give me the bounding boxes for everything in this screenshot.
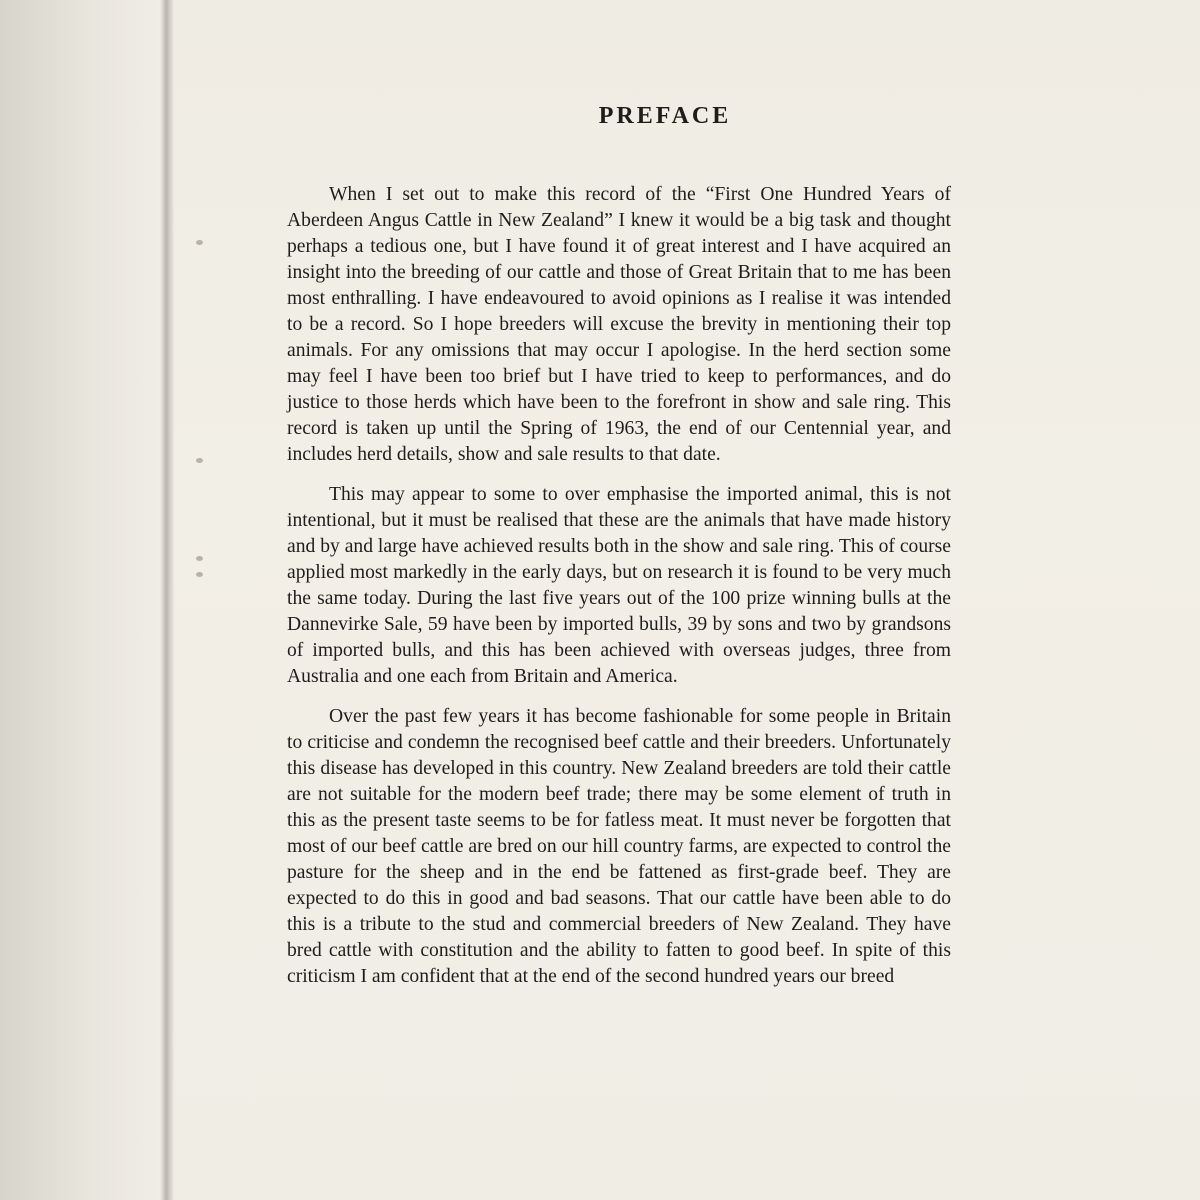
preface-paragraph-2: This may appear to some to over emphasise the imported animal, this is not intentional, but it must be realised that these are the animals that have made history and by and large have achieved results both in the show and sale ring. This of course applied most markedly in the early days, but on research it is found to be very much the same today. During the last five years out of the 100 prize winning bulls at the Dannevirke Sale, 59 have been by imported bulls, 39 by sons and two by grandsons of imported bulls, and this has been achieved with overseas judges, three from Australia and one each from Britain and America.: [287, 484, 951, 687]
binding-hole: [196, 240, 203, 245]
binding-hole: [196, 458, 203, 463]
page-content: [287, 100, 951, 1004]
left-page-edge: [0, 0, 170, 1200]
binding-hole: [196, 556, 203, 561]
preface-paragraph-3: Over the past few years it has become fashionable for some people in Britain to criticise and condemn the recognised beef cattle and their breeders. Unfortunately this disease has developed in this country. New Zealand breeders are told their cattle are not suitable for the modern beef trade; there may be some element of truth in this as the present taste seems to be for fatless meat. It must never be forgotten that most of our beef cattle are bred on our hill country farms, are expected to control the pasture for the sheep and in the end be fattened as first-grade beef. They are expected to do this in good and bad seasons. That our cattle have been able to do this is a tribute to the stud and commercial breeders of New Zealand. They have bred cattle with constitution and the ability to fatten to good beef. In spite of this criticism I am confident that at the end of the second hundred years our breed: [287, 706, 951, 987]
page-title: PREFACE: [598, 103, 732, 129]
binding-hole: [196, 572, 203, 577]
preface-paragraph-1: When I set out to make this record of the “First One Hundred Years of Aberdeen Angus Cattle in New Zealand” I knew it would be a big task and thought perhaps a tedious one, but I have found it of great interest and I have acquired an insight into the breeding of our cattle and those of Great Britain that to me has been most enthralling. I have endeavoured to avoid opinions as I realise it was intended to be a record. So I hope breeders will excuse the brevity in mentioning their top animals. For any omissions that may occur I apologise. In the herd section some may feel I have been too brief but I have tried to keep to performances, and do justice to those herds which have been to the forefront in show and sale ring. This record is taken up until the Spring of 1963, the end of our Centennial year, and includes herd details, show and sale results to that date.: [287, 184, 951, 465]
binding-holes: [196, 0, 212, 1200]
spine-shadow: [160, 0, 174, 1200]
book-page: [174, 0, 1200, 1200]
